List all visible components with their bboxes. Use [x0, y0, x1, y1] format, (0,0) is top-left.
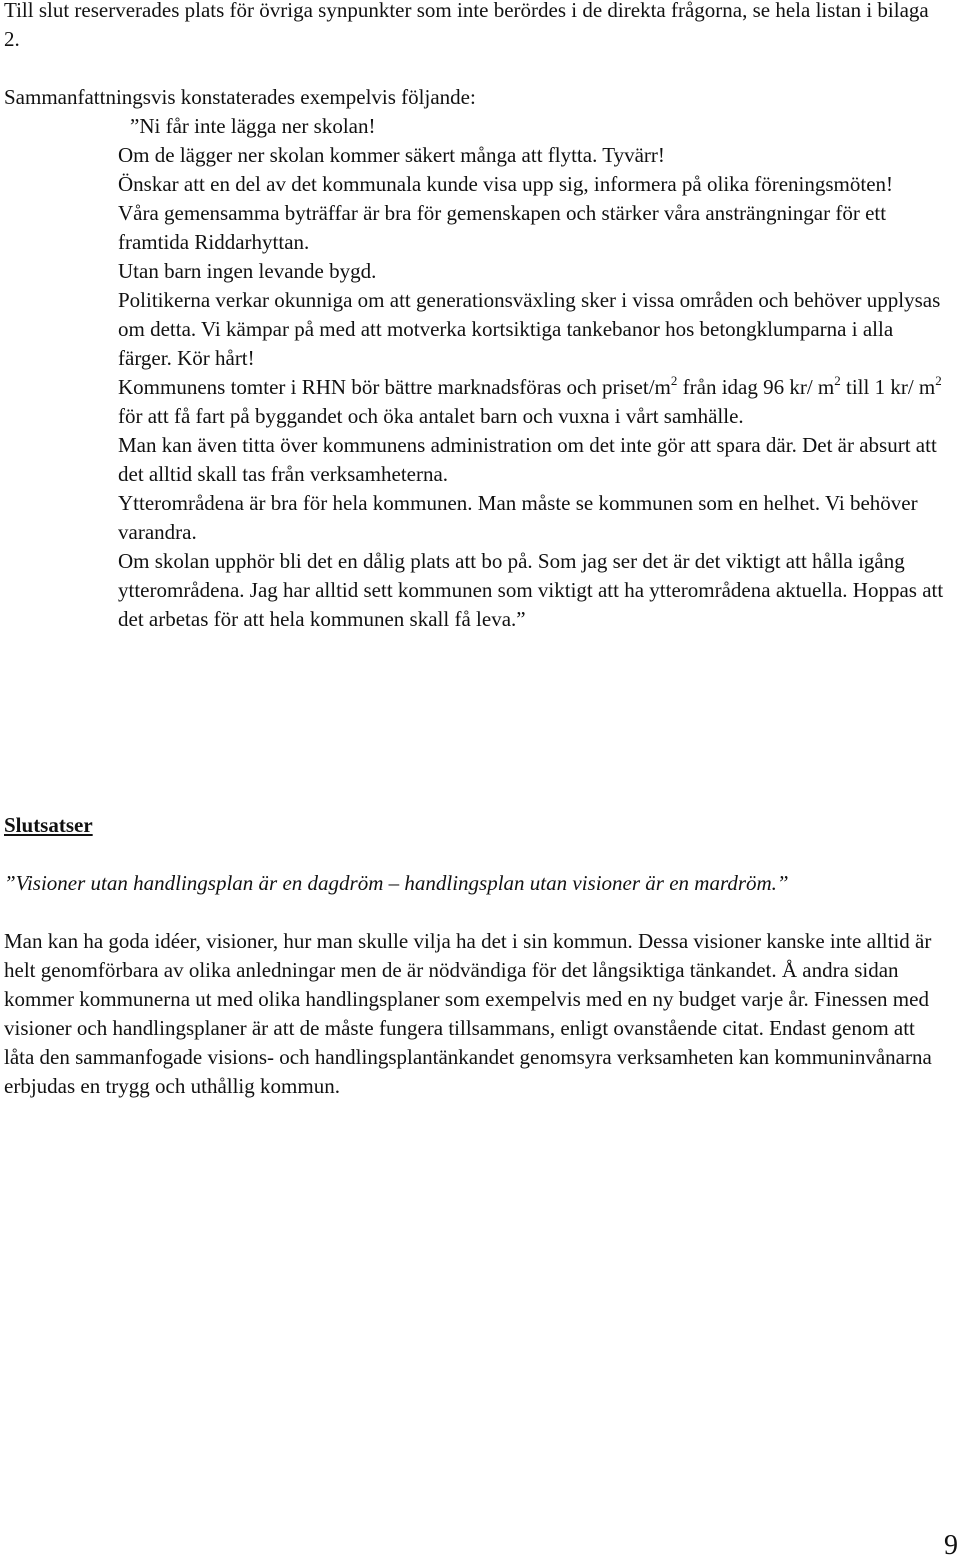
- quote-item: Man kan även titta över kommunens administration om det inte gör att spara där. Det är absurt att det alltid skall tas från verksamheterna.: [118, 433, 937, 486]
- superscript: 2: [670, 373, 678, 388]
- quote-item-tomter: [118, 373, 948, 431]
- quote-item: Våra gemensamma byträffar är bra för gemenskapen och stärker våra ansträngningar för ett framtida Riddarhyttan.: [118, 201, 887, 254]
- tomter-text: Kommunens tomter i RHN bör bättre marknadsföras och priset/m: [118, 375, 671, 399]
- quote-item: Om de lägger ner skolan kommer säkert många att flytta. Tyvärr!: [118, 143, 665, 167]
- page-number: 9: [944, 1530, 958, 1561]
- quote-item: Om skolan upphör bli det en dålig plats att bo på. Som jag ser det är det viktigt att hålla igång ytterområdena. Jag har alltid sett kommunen som viktigt att ha ytterområdena aktuella. Hoppas att det arbetas för att hela kommunen skall få leva.”: [118, 549, 944, 631]
- tomter-text: till 1 kr/ m: [840, 375, 936, 399]
- quote-item: Önskar att en del av det kommunala kunde visa upp sig, informera på olika föreningsmöten!: [118, 172, 894, 196]
- superscript: 2: [935, 373, 942, 388]
- section-heading: Slutsatser: [4, 813, 93, 837]
- quote-item: Politikerna verkar okunniga om att generationsväxling sker i vissa områden och behöver upplysas om detta. Vi kämpar på med att motverka kortsiktiga tankebanor hos betongklumparna i alla färger. Kör hårt!: [118, 288, 941, 370]
- conclusion-paragraph: Man kan ha goda idéer, visioner, hur man skulle vilja ha det i sin kommun. Dessa visioner kanske inte alltid är helt genomförbara av olika anledningar men de är nödvändiga för det långsiktiga tänkandet. Å andra sidan kommer kommunerna ut med olika handlingsplaner som exempelvis med en ny budget varje år. Finessen med visioner och handlingsplaner är att de måste fungera tillsammans, enligt ovanstående citat. Endast genom att låta den sammanfogade visions- och handlingsplantänkandet genomsyra verksamheten kan kommuninvånarna erbjudas en trygg och uthållig kommun.: [4, 929, 932, 1098]
- quote-list: [118, 112, 948, 634]
- quote-item: ”Ni får inte lägga ner skolan!: [130, 114, 376, 138]
- tomter-text: från idag 96 kr/ m: [677, 375, 835, 399]
- intro-paragraph: Till slut reserverades plats för övriga synpunkter som inte berördes i de direkta frågorna, se hela listan i bilaga 2.: [4, 0, 929, 51]
- epigraph-quote: ”Visioner utan handlingsplan är en dagdröm – handlingsplan utan visioner är en mardröm.”: [4, 871, 789, 895]
- tomter-text: för att få fart på byggandet och öka antalet barn och vuxna i vårt samhälle.: [118, 404, 744, 428]
- quote-item: Utan barn ingen levande bygd.: [118, 259, 377, 283]
- quote-item: Ytterområdena är bra för hela kommunen. Man måste se kommunen som en helhet. Vi behöver varandra.: [118, 491, 918, 544]
- superscript: 2: [834, 373, 841, 388]
- summary-lead: Sammanfattningsvis konstaterades exempelvis följande:: [4, 85, 476, 109]
